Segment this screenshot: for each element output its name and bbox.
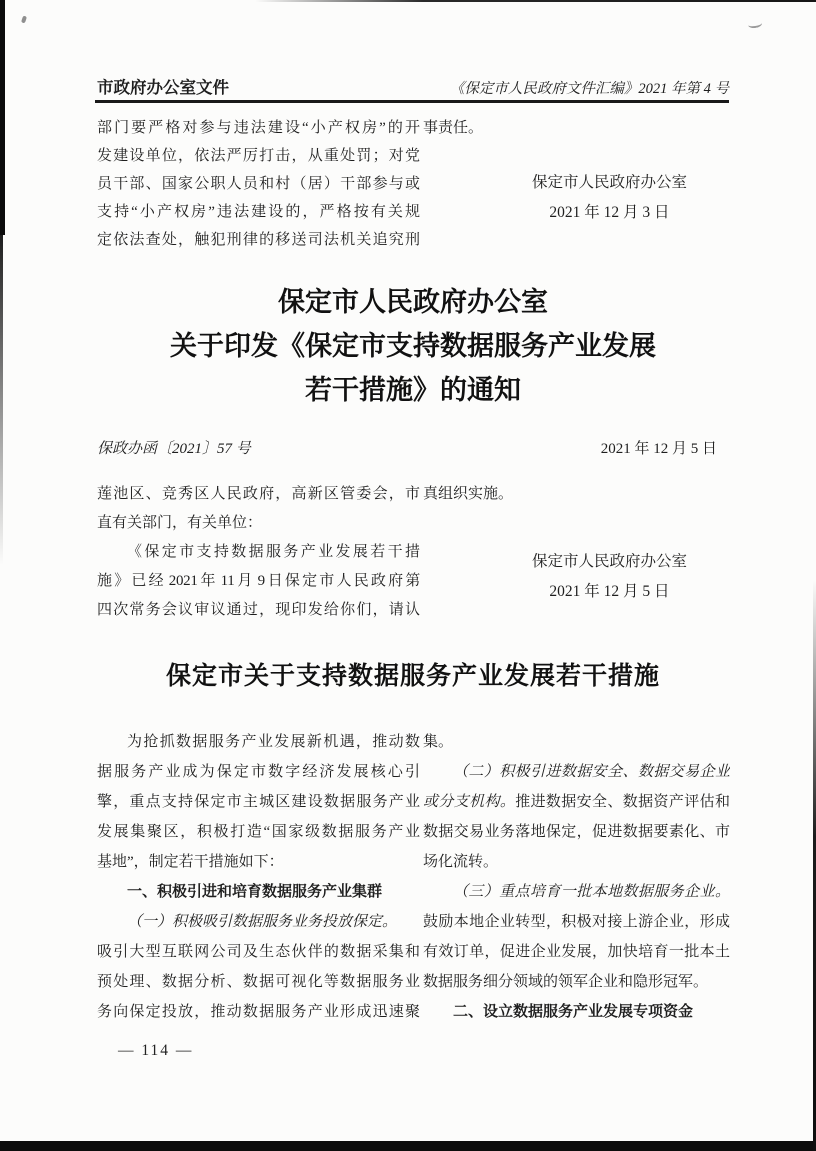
body-line: 预处理、数据分析、数据可视化等数据服务业 (97, 974, 420, 990)
notice-title-line: 若干措施》的通知 (305, 375, 521, 405)
doc-date: 2021 年 12 月 5 日 (600, 441, 717, 457)
notice-left-column (97, 480, 420, 625)
signature-org: 保定市人民政府办公室 (531, 174, 687, 191)
doc-number: 保政办函〔2021〕57 号 (97, 441, 251, 457)
notice-title-line: 保定市人民政府办公室 (278, 287, 548, 317)
body-line: 有效订单，促进企业发展，加快培育一批本土 (423, 944, 730, 960)
body-line: 场化流转。 (423, 854, 499, 870)
scan-edge-left-fade (0, 235, 3, 565)
body-line: 《保定市支持数据服务产业发展若干措 (127, 544, 420, 560)
body-line: 吸引大型互联网公司及生态伙伴的数据采集和 (97, 944, 420, 960)
body-line: 员干部、国家公职人员和村（居）干部参与或 (97, 176, 420, 192)
measures-title: 保定市关于支持数据服务产业发展若干措施 (165, 663, 660, 690)
scan-edge-left (0, 0, 5, 235)
body-line: 定依法查处，触犯刑律的移送司法机关追究刑 (97, 232, 420, 248)
body-line: 莲池区、竞秀区人民政府，高新区管委会，市 (97, 486, 420, 502)
body-line: 事责任。 (423, 120, 484, 136)
body-line: 数据交易业务落地保定，促进数据要素化、市 (423, 824, 730, 840)
body-line: 发展集聚区，积极打造“国家级数据服务产业 (97, 824, 420, 840)
header-compilation-issue: 《保定市人民政府文件汇编》2021 年第 4 号 (449, 81, 729, 97)
page-header (97, 74, 729, 98)
body-line: 四次常务会议审议通过，现印发给你们，请认 (97, 602, 420, 618)
header-rule (95, 100, 729, 103)
body-line: 支持“小产权房”违法建设的，严格按有关规 (97, 204, 420, 220)
measures-left-column (97, 727, 420, 1027)
doc-meta-row (97, 437, 729, 458)
signature-date: 2021 年 12 月 5 日 (549, 583, 670, 600)
body-line: 鼓励本地企业转型，积极对接上游企业，形成 (423, 914, 730, 930)
body-line: （一）积极吸引数据服务业务投放保定。 (127, 914, 398, 930)
body-line: 真组织实施。 (423, 486, 514, 502)
body-line: 施》已经 2021 年 11 月 9 日保定市人民政府第 (97, 573, 420, 589)
section-heading: 一、积极引进和培育数据服务产业集群 (127, 883, 383, 900)
text-run: 推进数据安全、数据资产评估和 (515, 794, 730, 810)
body-line: 直有关部门，有关单位： (97, 515, 263, 531)
scan-edge-top (255, 0, 816, 2)
page-number: — 114 — (118, 1042, 194, 1059)
body-line: 务向保定投放，推动数据服务产业形成迅速聚 (97, 1004, 420, 1020)
body-line: 为抢抓数据服务产业发展新机遇，推动数 (127, 734, 420, 750)
signature-block (423, 168, 730, 228)
notice-title (92, 280, 734, 412)
body-line: （三）重点培育一批本地数据服务企业。 (453, 884, 730, 900)
prev-doc-left-column (97, 114, 420, 254)
body-line: 擎，重点支持保定市主城区建设数据服务产业 (97, 794, 420, 810)
scan-speck (748, 19, 763, 29)
body-line: 数据服务细分领域的领军企业和隐形冠军。 (423, 974, 709, 990)
measures-right-column (423, 727, 730, 1027)
notice-title-line: 关于印发《保定市支持数据服务产业发展 (170, 331, 656, 361)
scan-edge-bottom (0, 1141, 816, 1151)
body-line: （二）积极引进数据安全、数据交易企业 (453, 764, 730, 780)
signature-org: 保定市人民政府办公室 (531, 553, 687, 570)
scan-speck (21, 16, 27, 24)
prev-doc-right-column (423, 114, 730, 228)
body-line: 据服务产业成为保定市数字经济发展核心引 (97, 764, 420, 780)
body-line: 发建设单位，依法严厉打击，从重处罚；对党 (97, 148, 420, 164)
signature-block (423, 547, 730, 607)
header-series-title: 市政府办公室文件 (97, 79, 229, 97)
body-line: 基地”，制定若干措施如下： (97, 854, 284, 870)
signature-date: 2021 年 12 月 3 日 (549, 204, 670, 221)
body-line (423, 787, 730, 817)
section-heading: 二、设立数据服务产业发展专项资金 (453, 1003, 694, 1020)
kaiti-run: 或分支机构。 (423, 794, 516, 810)
body-line: 部门要严格对参与违法建设“小产权房”的开 (97, 120, 420, 136)
body-line: 集。 (423, 734, 454, 750)
notice-right-column (423, 480, 730, 607)
